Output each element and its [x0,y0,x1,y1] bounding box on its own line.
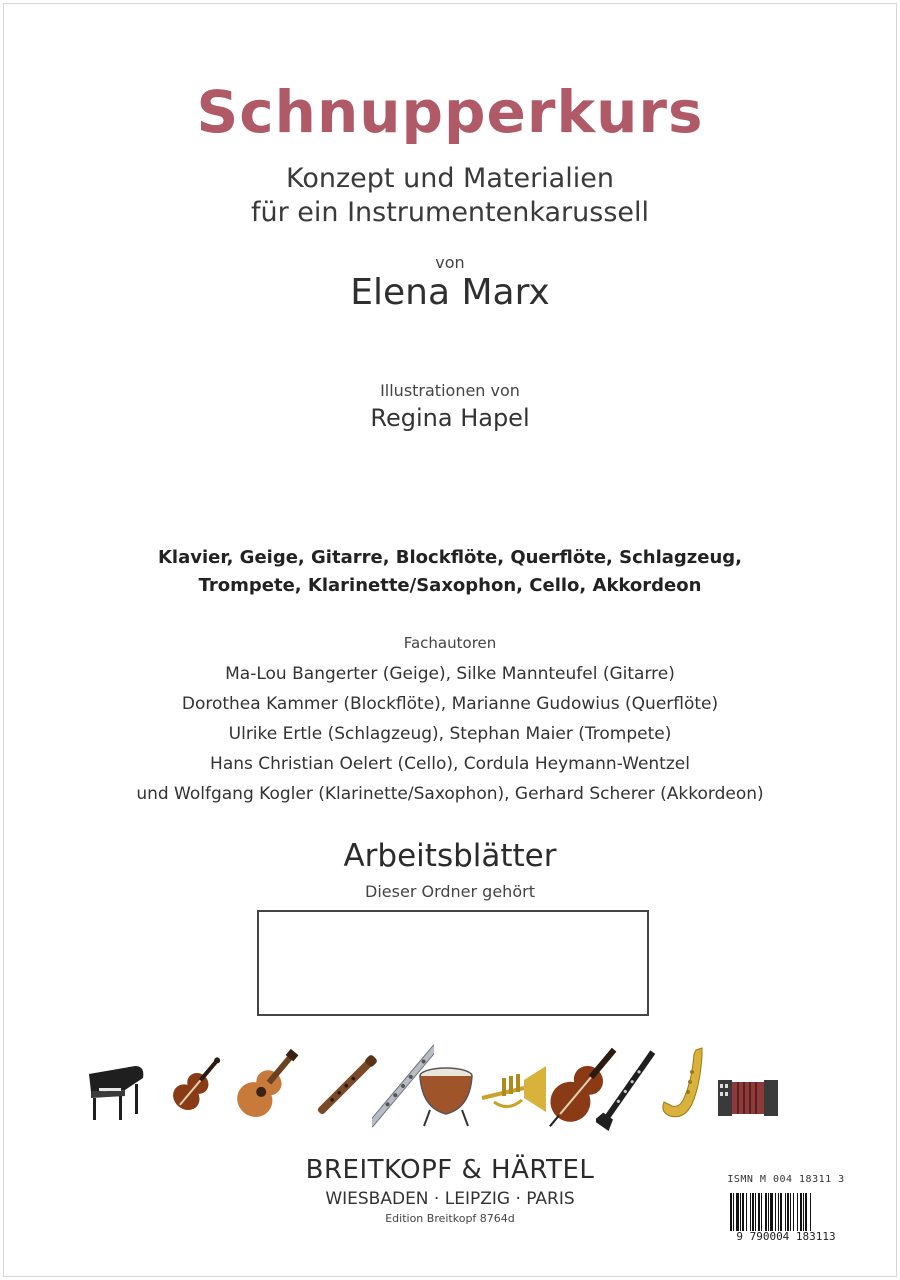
guitar-icon [228,1042,306,1128]
barcode-bar [750,1193,751,1231]
author-name: Elena Marx [350,272,550,313]
subtitle-line-2: für ein Instrumentenkarussell [250,197,650,228]
fachautoren-list [0,659,900,809]
barcode-bar [785,1193,786,1231]
barcode-bar [755,1193,756,1231]
barcode-bar [770,1193,773,1231]
fachautoren-label: Fachautoren [403,634,497,652]
barcode-bar [775,1193,776,1231]
barcode-bar [780,1193,782,1231]
von-label: von [435,253,465,272]
barcode-bar [752,1193,754,1231]
barcode-bar [800,1193,802,1231]
fachautor-line: Ma-Lou Bangerter (Geige), Silke Mannteufel (Gitarre) [225,664,675,684]
ismn-text: ISMN M 004 18311 3 [727,1174,845,1185]
barcode-bar [805,1193,807,1231]
barcode-bar [730,1193,732,1231]
barcode-bar [746,1193,747,1231]
publisher-cities: WIESBADEN · LEIPZIG · PARIS [325,1189,575,1209]
illustrator-name: Regina Hapel [370,404,530,432]
accordion-icon [716,1074,780,1122]
saxophone-icon [652,1046,714,1126]
publisher-name: BREITKOPF & HÄRTEL [305,1155,595,1185]
worksheets-title: Arbeitsblätter [343,838,557,874]
fachautor-line: Ulrike Ertle (Schlagzeug), Stephan Maier (Trompete) [228,724,672,744]
barcode-bar [790,1193,791,1231]
barcode-bar [797,1193,798,1231]
subtitle-line-1: Konzept und Materialien [286,163,614,194]
barcode-bar [803,1193,804,1231]
instrument-list-line-1: Klavier, Geige, Gitarre, Blockflöte, Querflöte, Schlagzeug, [157,547,743,568]
instrument-list [0,544,900,600]
barcode-bar [768,1193,769,1231]
barcode-bar [761,1193,762,1231]
violin-icon [158,1048,230,1128]
barcode-bar [810,1193,811,1231]
barcode-bar [736,1193,739,1231]
illustrations-label: Illustrationen von [380,381,520,400]
barcode-bar [740,1193,741,1231]
barcode-bar [733,1193,734,1231]
barcode-icon [730,1193,842,1231]
owner-name-box[interactable] [257,910,649,1016]
edition-number: Edition Breitkopf 8764d [385,1212,515,1225]
subtitle [0,162,900,230]
book-title: Schnupperkurs [196,78,704,146]
barcode-bar [787,1193,789,1231]
instrument-icons-row [80,1040,780,1150]
fachautor-line: und Wolfgang Kogler (Klarinette/Saxophon), Gerhard Scherer (Akkordeon) [136,784,764,804]
owner-label: Dieser Ordner gehört [365,882,535,901]
fachautor-line: Hans Christian Oelert (Cello), Cordula Heymann-Wentzel [210,754,690,774]
barcode-bar [778,1193,779,1231]
instrument-list-line-2: Trompete, Klarinette/Saxophon, Cello, Akkordeon [198,575,702,596]
barcode-bar [793,1193,794,1231]
barcode-bar [758,1193,760,1231]
barcode-number: 9 790004 183113 [736,1230,836,1243]
clarinet-icon [596,1044,658,1134]
piano-icon [85,1060,147,1126]
fachautor-line: Dorothea Kammer (Blockflöte), Marianne Gudowius (Querflöte) [181,694,719,714]
drum-icon [416,1062,476,1128]
barcode-bar [765,1193,767,1231]
barcode-bar [742,1193,744,1231]
